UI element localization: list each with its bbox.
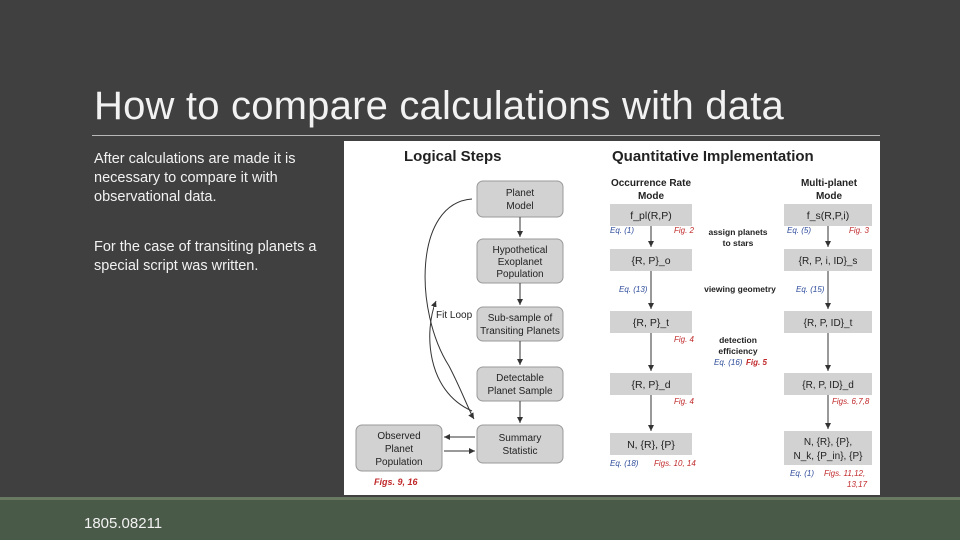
logical-step-hypothetical-population xyxy=(477,239,563,283)
flowchart-figure xyxy=(344,141,880,495)
step-detection-efficiency: detection xyxy=(719,335,757,345)
ref-fig4b: Fig. 4 xyxy=(674,397,695,406)
ref-eq13: Eq. (13) xyxy=(619,285,648,294)
observed-population-box xyxy=(356,425,442,471)
multiplanet-formula: N, {R}, {P}, xyxy=(803,437,853,448)
observed-label: Population xyxy=(375,457,423,468)
step-viewing-geometry: viewing geometry xyxy=(704,284,776,294)
ref-fig2: Fig. 2 xyxy=(674,226,695,235)
occurrence-formula: {R, P}_t xyxy=(632,317,670,329)
ref-eq16: Eq. (16) xyxy=(714,358,743,367)
multiplanet-formula: {R, P, ID}_d xyxy=(802,380,854,391)
multiplanet-formula: N_k, {P_in}, {P} xyxy=(793,451,863,462)
occurrence-mode-label: Occurrence Rate xyxy=(610,178,692,189)
heading-logical-steps: Logical Steps xyxy=(404,148,502,165)
multiplanet-mode-label: Multi-planet xyxy=(800,178,858,189)
ref-eq5: Eq. (5) xyxy=(787,226,812,235)
logical-step-summary-statistic xyxy=(477,425,563,463)
observed-label: Observed xyxy=(377,431,421,442)
occurrence-mode-label: Mode xyxy=(637,191,665,202)
title-rule xyxy=(92,135,880,136)
slide-title: How to compare calculations with data xyxy=(94,84,784,128)
step-detection-efficiency: efficiency xyxy=(718,346,758,356)
observed-figure-ref: Figs. 9, 16 xyxy=(374,477,418,487)
ref-figs1317: 13,17 xyxy=(847,480,868,489)
body-paragraph-1: After calculations are made it is necessary to compare it with observational data. xyxy=(94,151,296,205)
ref-eq15: Eq. (15) xyxy=(796,285,825,294)
logical-step-transiting-subsample xyxy=(477,307,563,341)
ref-figs1014: Figs. 10, 14 xyxy=(654,459,696,468)
multiplanet-formula: f_s(R,P,i) xyxy=(806,210,850,222)
multiplanet-mode-label: Mode xyxy=(815,191,843,202)
ref-fig5: Fig. 5 xyxy=(746,358,767,367)
occurrence-formula: f_pl(R,P) xyxy=(630,210,672,222)
ref-fig3: Fig. 3 xyxy=(849,226,870,235)
step-label: Planet Sample xyxy=(487,386,553,397)
multiplanet-formula: {R, P, ID}_t xyxy=(803,318,853,329)
footer-reference: 1805.08211 xyxy=(84,515,163,532)
ref-fig4a: Fig. 4 xyxy=(674,335,695,344)
heading-quantitative: Quantitative Implementation xyxy=(612,148,814,165)
multiplanet-formula: {R, P, i, ID}_s xyxy=(798,256,858,267)
step-label: Hypothetical xyxy=(492,245,548,256)
step-label: Model xyxy=(506,201,534,212)
ref-figs1112: Figs. 11,12, xyxy=(824,469,866,478)
logical-step-planet-model xyxy=(477,181,563,217)
step-label: Planet xyxy=(505,188,535,199)
ref-eq1: Eq. (1) xyxy=(610,226,635,235)
step-assign-planets: to stars xyxy=(722,238,754,248)
occurrence-formula: {R, P}_d xyxy=(631,379,671,391)
step-label: Statistic xyxy=(502,446,538,457)
logical-step-detectable-sample xyxy=(477,367,563,401)
occurrence-formula: {R, P}_o xyxy=(631,255,671,267)
step-label: Transiting Planets xyxy=(480,326,560,337)
footer-accent xyxy=(0,497,960,500)
step-label: Sub-sample of xyxy=(487,313,553,324)
occurrence-formula: N, {R}, {P} xyxy=(627,439,675,451)
step-label: Detectable xyxy=(496,373,544,384)
step-label: Population xyxy=(496,269,544,280)
step-label: Summary xyxy=(498,433,542,444)
body-paragraph-2: For the case of transiting planets a special script was written. xyxy=(94,239,317,274)
step-label: Exoplanet xyxy=(497,257,543,268)
fit-loop-label: Fit Loop xyxy=(436,310,473,321)
observed-label: Planet xyxy=(384,444,414,455)
ref-figs678: Figs. 6,7,8 xyxy=(832,397,870,406)
step-assign-planets: assign planets xyxy=(708,227,768,237)
ref-eq1b: Eq. (1) xyxy=(790,469,815,478)
ref-eq18: Eq. (18) xyxy=(610,459,639,468)
